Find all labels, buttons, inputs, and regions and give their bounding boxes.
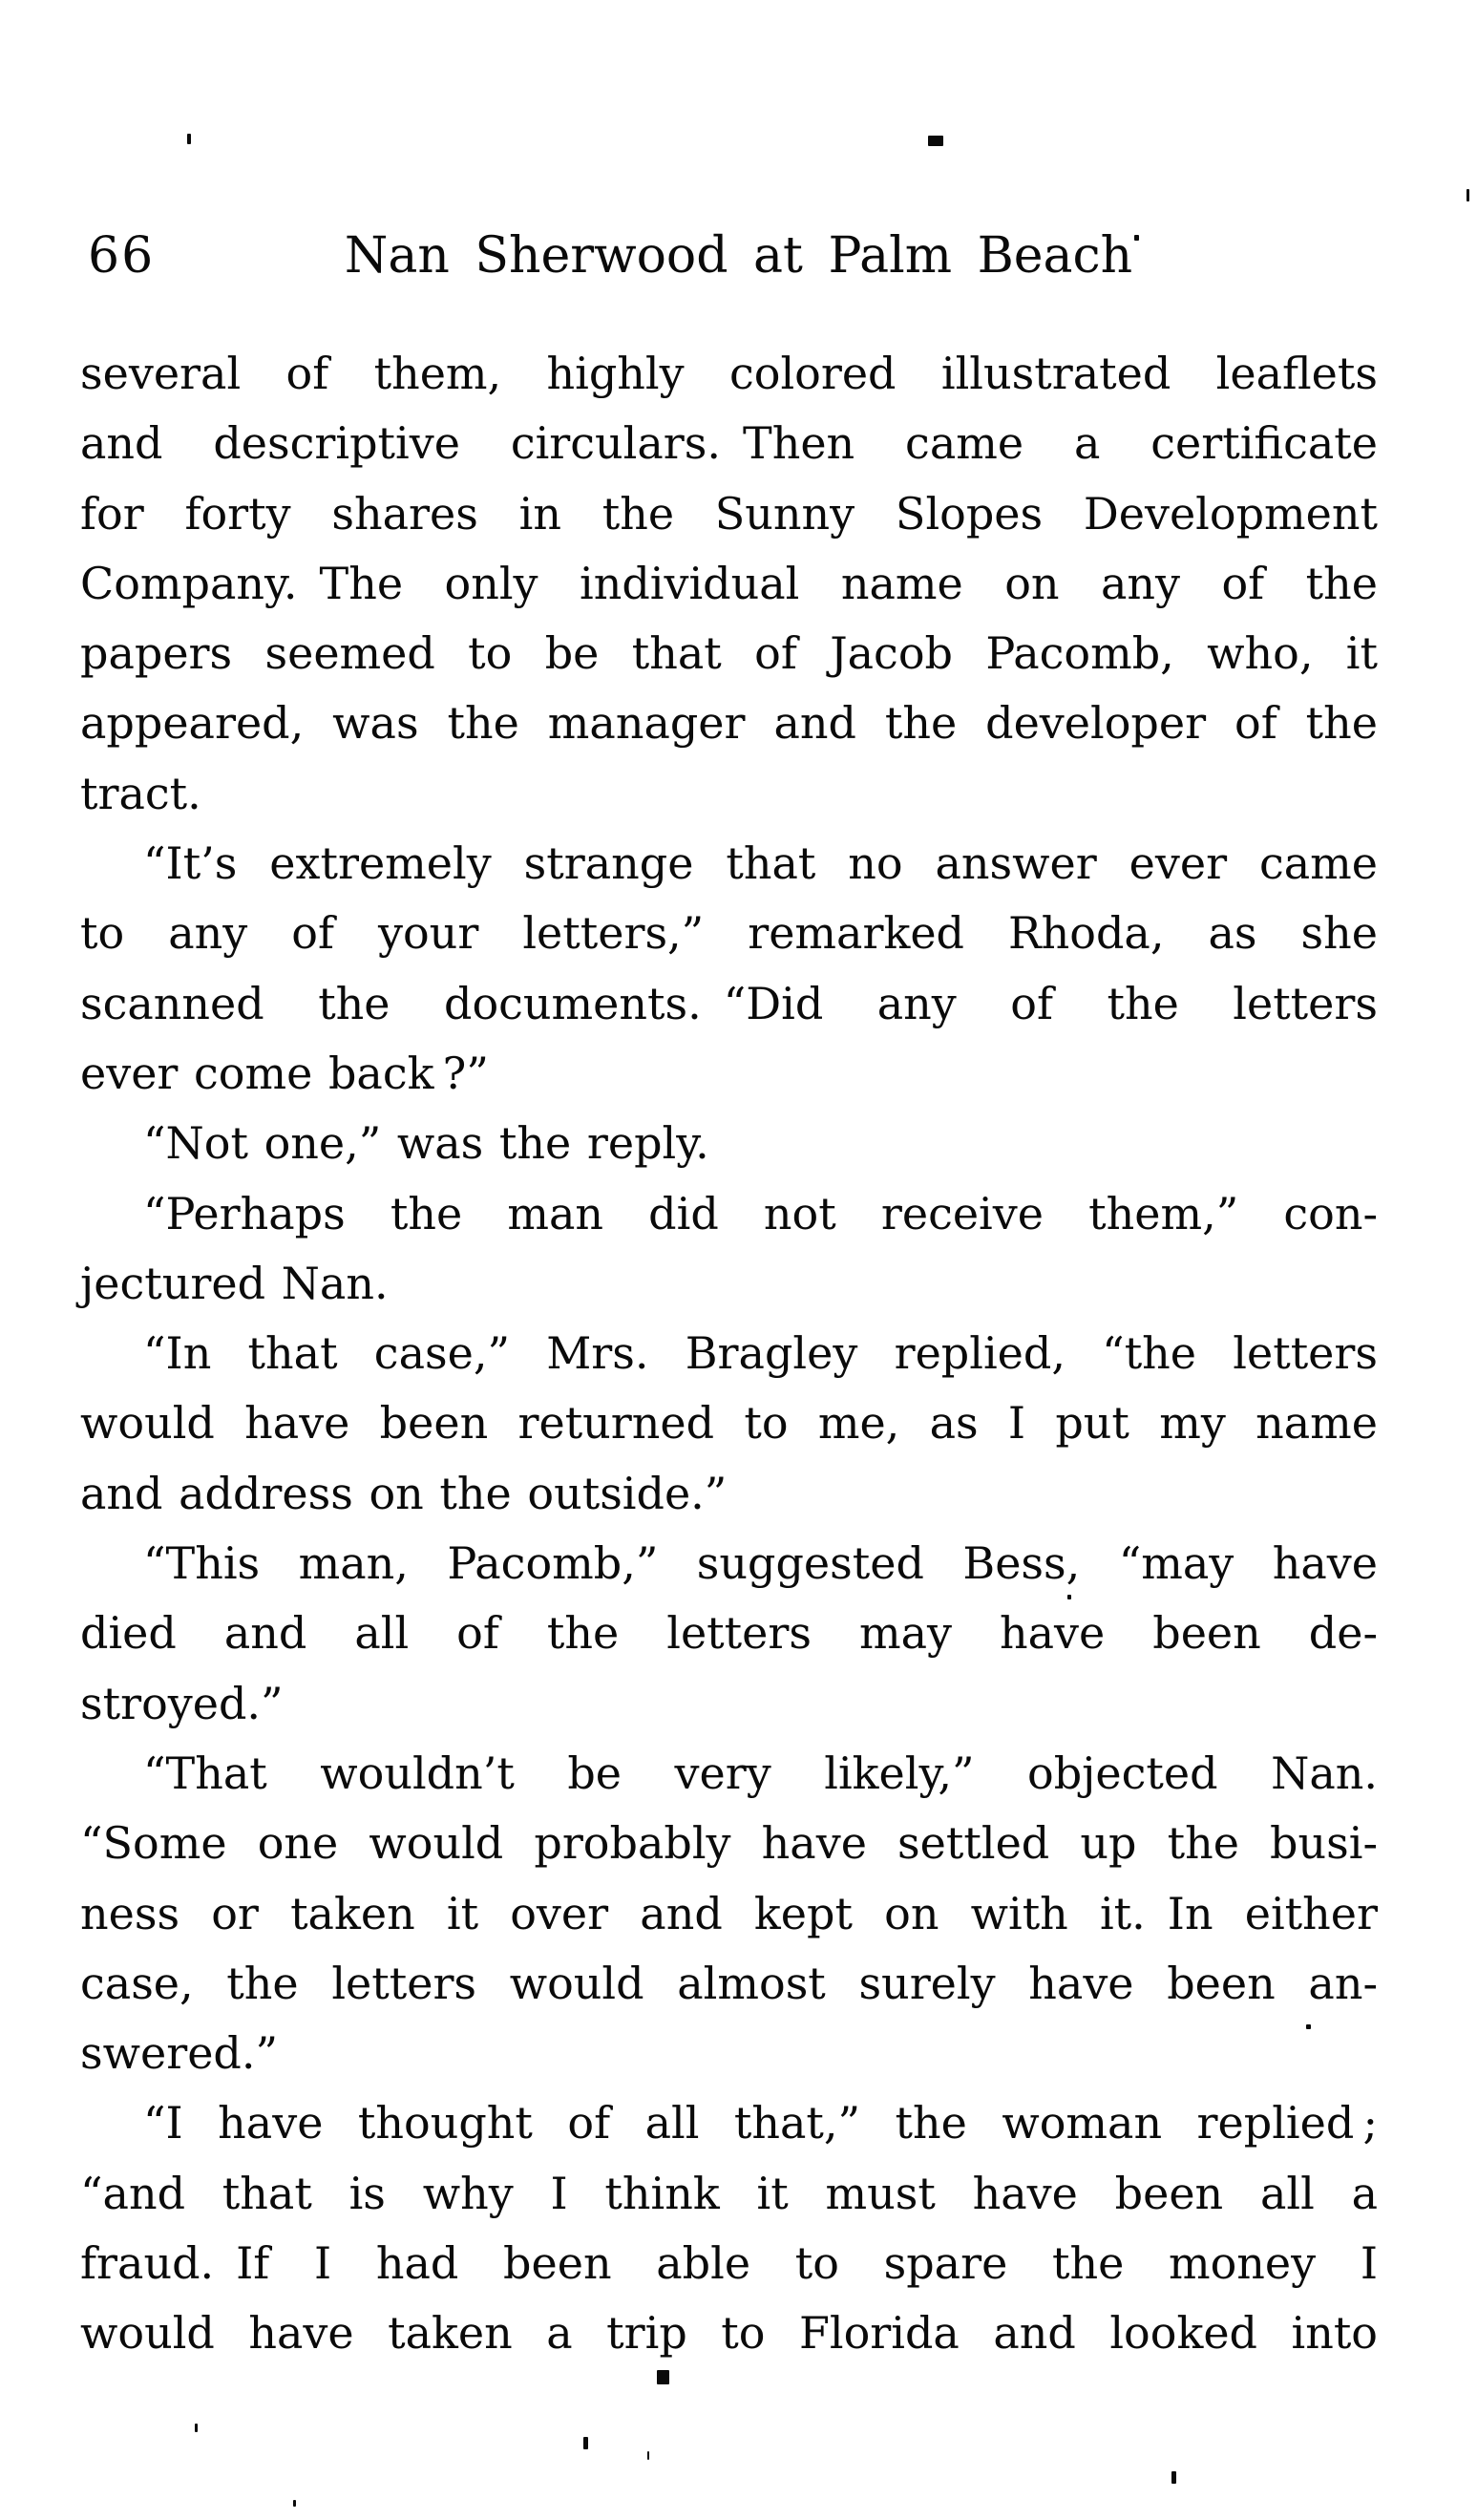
scan-speck	[657, 2370, 669, 2384]
scan-speck	[195, 2424, 198, 2432]
paragraph	[80, 2088, 1378, 2368]
text-line: died and all of the letters may have been de-	[80, 1607, 1378, 1660]
page-body	[80, 339, 1378, 2369]
scan-speck	[647, 2451, 649, 2460]
text-line: swered.”	[80, 2027, 278, 2080]
text-line: and address on the outside.”	[80, 1467, 728, 1519]
scan-speck	[187, 134, 191, 144]
text-line: “In that case,” Mrs. Bragley replied, “the letters	[143, 1327, 1378, 1380]
page-header	[0, 227, 1477, 294]
scan-speck	[583, 2437, 588, 2449]
text-line: would have been returned to me, as I put my name	[80, 1397, 1378, 1450]
paragraph	[80, 339, 1378, 829]
scan-speck	[1134, 235, 1139, 241]
text-line: to any of your letters,” remarked Rhoda, as she	[80, 907, 1378, 960]
text-line: “Some one would probably have settled up the busi-	[80, 1817, 1378, 1870]
text-line: appeared, was the manager and the developer of the	[80, 697, 1378, 750]
text-line: fraud. If I had been able to spare the money I	[80, 2237, 1378, 2290]
text-line: papers seemed to be that of Jacob Pacomb, who, it	[80, 627, 1378, 680]
text-line: would have taken a trip to Florida and looked into	[80, 2307, 1378, 2360]
paragraph	[80, 1319, 1378, 1529]
text-line: jectured Nan.	[80, 1257, 389, 1309]
scan-speck	[1171, 2471, 1176, 2484]
text-line: stroyed.”	[80, 1677, 284, 1729]
paragraph	[80, 1739, 1378, 2088]
text-line: “Perhaps the man did not receive them,” con-	[143, 1187, 1378, 1239]
paragraph	[80, 1529, 1378, 1739]
text-line: “Not one,” was the reply.	[143, 1117, 709, 1170]
text-line: “It’s extremely strange that no answer ever came	[143, 837, 1378, 890]
paragraph	[80, 1179, 1378, 1320]
text-line: and descriptive circulars. Then came a certificate	[80, 417, 1378, 470]
text-line: ness or taken it over and kept on with it. In either	[80, 1887, 1378, 1939]
text-line: case, the letters would almost surely have been an-	[80, 1957, 1378, 2009]
text-line: “and that is why I think it must have been all a	[80, 2167, 1378, 2219]
text-line: tract.	[80, 767, 201, 819]
running-title: Nan Sherwood at Palm Beach	[344, 227, 1133, 285]
paragraph	[80, 829, 1378, 1109]
page-number: 66	[88, 227, 156, 285]
scan-speck	[1067, 1595, 1071, 1599]
text-line: for forty shares in the Sunny Slopes Development	[80, 487, 1378, 540]
text-line: several of them, highly colored illustrated leaflets	[80, 348, 1378, 399]
scan-speck	[1306, 2024, 1311, 2029]
text-line: “This man, Pacomb,” suggested Bess, “may have	[143, 1537, 1378, 1590]
text-line: scanned the documents. “Did any of the letters	[80, 977, 1378, 1029]
scan-speck	[928, 136, 943, 146]
text-line: Company. The only individual name on any of the	[80, 557, 1378, 609]
scan-speck	[1466, 189, 1469, 201]
text-line: “That wouldn’t be very likely,” objected Nan.	[143, 1747, 1378, 1799]
paragraph	[80, 1109, 1378, 1178]
text-line: “I have thought of all that,” the woman replied ;	[143, 2097, 1378, 2149]
scan-speck	[293, 2500, 296, 2507]
text-line: ever come back ?”	[80, 1047, 489, 1099]
